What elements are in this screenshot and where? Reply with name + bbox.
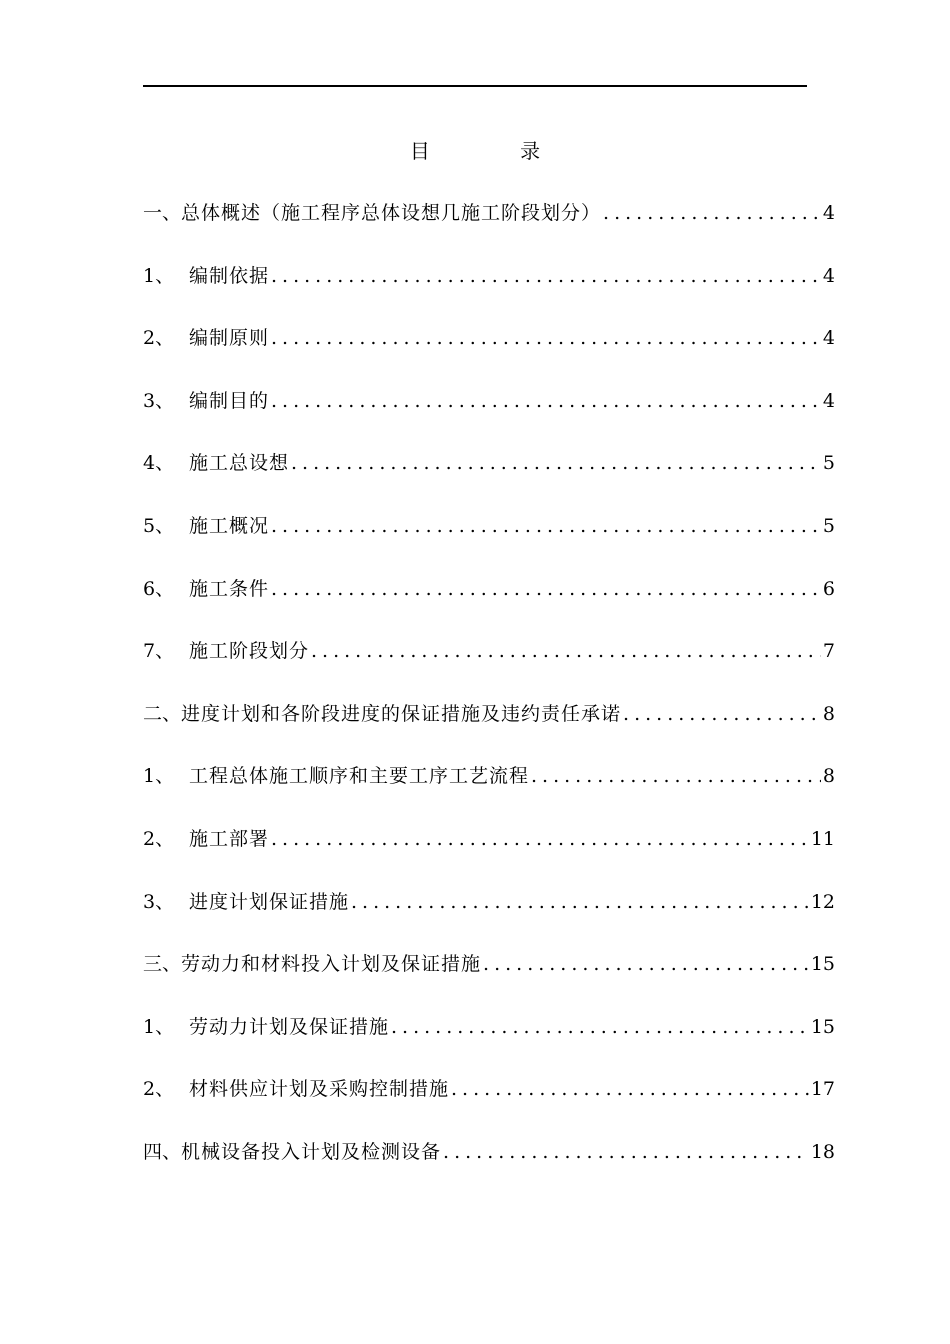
toc-leader-dots [351, 884, 809, 920]
toc-entry-number: 一、 [143, 202, 182, 224]
toc-entry[interactable] [143, 383, 835, 446]
toc-entry-number: 2、 [143, 827, 175, 850]
toc-entry-text: 编制目的 [189, 389, 270, 412]
header-rule [143, 85, 807, 87]
toc-leader-dots [271, 508, 821, 544]
toc-entry-text: 进度计划和各阶段进度的保证措施及违约责任承诺 [181, 702, 622, 725]
toc-leader-dots [603, 195, 821, 231]
toc-entry-number: 1、 [143, 264, 175, 287]
toc-entry-text: 总体概述（施工程序总体设想几施工阶段划分） [181, 202, 602, 224]
toc-entry-text: 劳动力和材料投入计划及保证措施 [181, 953, 482, 976]
toc-entry-page: 5 [822, 514, 835, 537]
toc-entry[interactable] [143, 758, 835, 821]
toc-entry[interactable] [143, 696, 835, 759]
toc-entry-text: 施工条件 [189, 577, 270, 600]
toc-entry-text: 进度计划保证措施 [189, 890, 350, 913]
toc-entry-page: 7 [822, 640, 835, 663]
toc-leader-dots [391, 1009, 809, 1045]
toc-entry-number: 7、 [143, 640, 175, 663]
toc-entry-text: 劳动力计划及保证措施 [189, 1015, 390, 1038]
toc-entry-number: 2、 [143, 1078, 175, 1101]
toc-leader-dots [531, 758, 821, 794]
toc-entry[interactable] [143, 508, 835, 571]
toc-entry-page: 12 [810, 890, 835, 913]
toc-entry[interactable] [143, 633, 835, 696]
toc-leader-dots [311, 633, 821, 669]
toc-entry-page: 4 [822, 202, 835, 224]
toc-entry[interactable] [143, 195, 835, 258]
toc-entry[interactable] [143, 258, 835, 321]
toc-title: 目 录 [409, 139, 583, 163]
toc-entry[interactable] [143, 445, 835, 508]
toc-entry[interactable] [143, 884, 835, 947]
toc-entry-page: 8 [822, 765, 835, 788]
toc-entry-text: 施工概况 [189, 514, 270, 537]
toc-entry-number: 1、 [143, 1015, 175, 1038]
toc-entry-page: 6 [822, 577, 835, 600]
toc-entry-page: 8 [822, 702, 835, 725]
toc-entry[interactable] [143, 1009, 835, 1072]
toc-entry-text: 机械设备投入计划及检测设备 [181, 1140, 442, 1163]
toc-leader-dots [291, 445, 821, 481]
toc-leader-dots [623, 696, 821, 732]
toc-entry-page: 4 [822, 264, 835, 287]
toc-entry-page: 11 [810, 827, 835, 850]
toc-entry-number: 1、 [143, 765, 175, 788]
toc-leader-dots [271, 320, 821, 356]
toc-entry-number: 二、 [143, 702, 182, 725]
toc-entry-page: 15 [810, 1015, 835, 1038]
toc-leader-dots [443, 1134, 809, 1170]
toc-entry-number: 三、 [143, 953, 182, 976]
toc-entry-number: 四、 [143, 1140, 182, 1163]
toc-entry-number: 3、 [143, 389, 175, 412]
toc-entry-text: 编制原则 [189, 327, 270, 350]
toc-entry[interactable] [143, 946, 835, 1009]
toc-leader-dots [271, 258, 821, 294]
toc-entry-number: 3、 [143, 890, 175, 913]
toc-entry-page: 4 [822, 327, 835, 350]
toc-entry[interactable] [143, 571, 835, 634]
toc-entry-number: 5、 [143, 514, 175, 537]
toc-entry-page: 15 [810, 953, 835, 976]
toc-entry-text: 材料供应计划及采购控制措施 [189, 1078, 450, 1101]
toc-entry-number: 2、 [143, 327, 175, 350]
toc-leader-dots [483, 946, 809, 982]
toc-entry-text: 编制依据 [189, 264, 270, 287]
toc-leader-dots [451, 1071, 809, 1107]
toc-entry-page: 5 [822, 452, 835, 475]
toc-entry-text: 工程总体施工顺序和主要工序工艺流程 [189, 765, 530, 788]
toc-entry[interactable] [143, 1071, 835, 1134]
toc-entry-page: 4 [822, 389, 835, 412]
toc-entry[interactable] [143, 320, 835, 383]
toc-entry-text: 施工部署 [189, 827, 270, 850]
toc-leader-dots [271, 383, 821, 419]
toc-entry[interactable] [143, 821, 835, 884]
toc-entry-text: 施工阶段划分 [189, 640, 310, 663]
toc-entry-text: 施工总设想 [189, 452, 290, 475]
toc-entry-page: 18 [810, 1140, 835, 1163]
toc-entry-number: 4、 [143, 452, 175, 475]
toc-leader-dots [271, 571, 821, 607]
toc-entry-page: 17 [810, 1078, 835, 1101]
toc-entry[interactable] [143, 1134, 835, 1197]
toc-list [143, 195, 835, 1197]
toc-entry-number: 6、 [143, 577, 175, 600]
toc-leader-dots [271, 821, 809, 857]
